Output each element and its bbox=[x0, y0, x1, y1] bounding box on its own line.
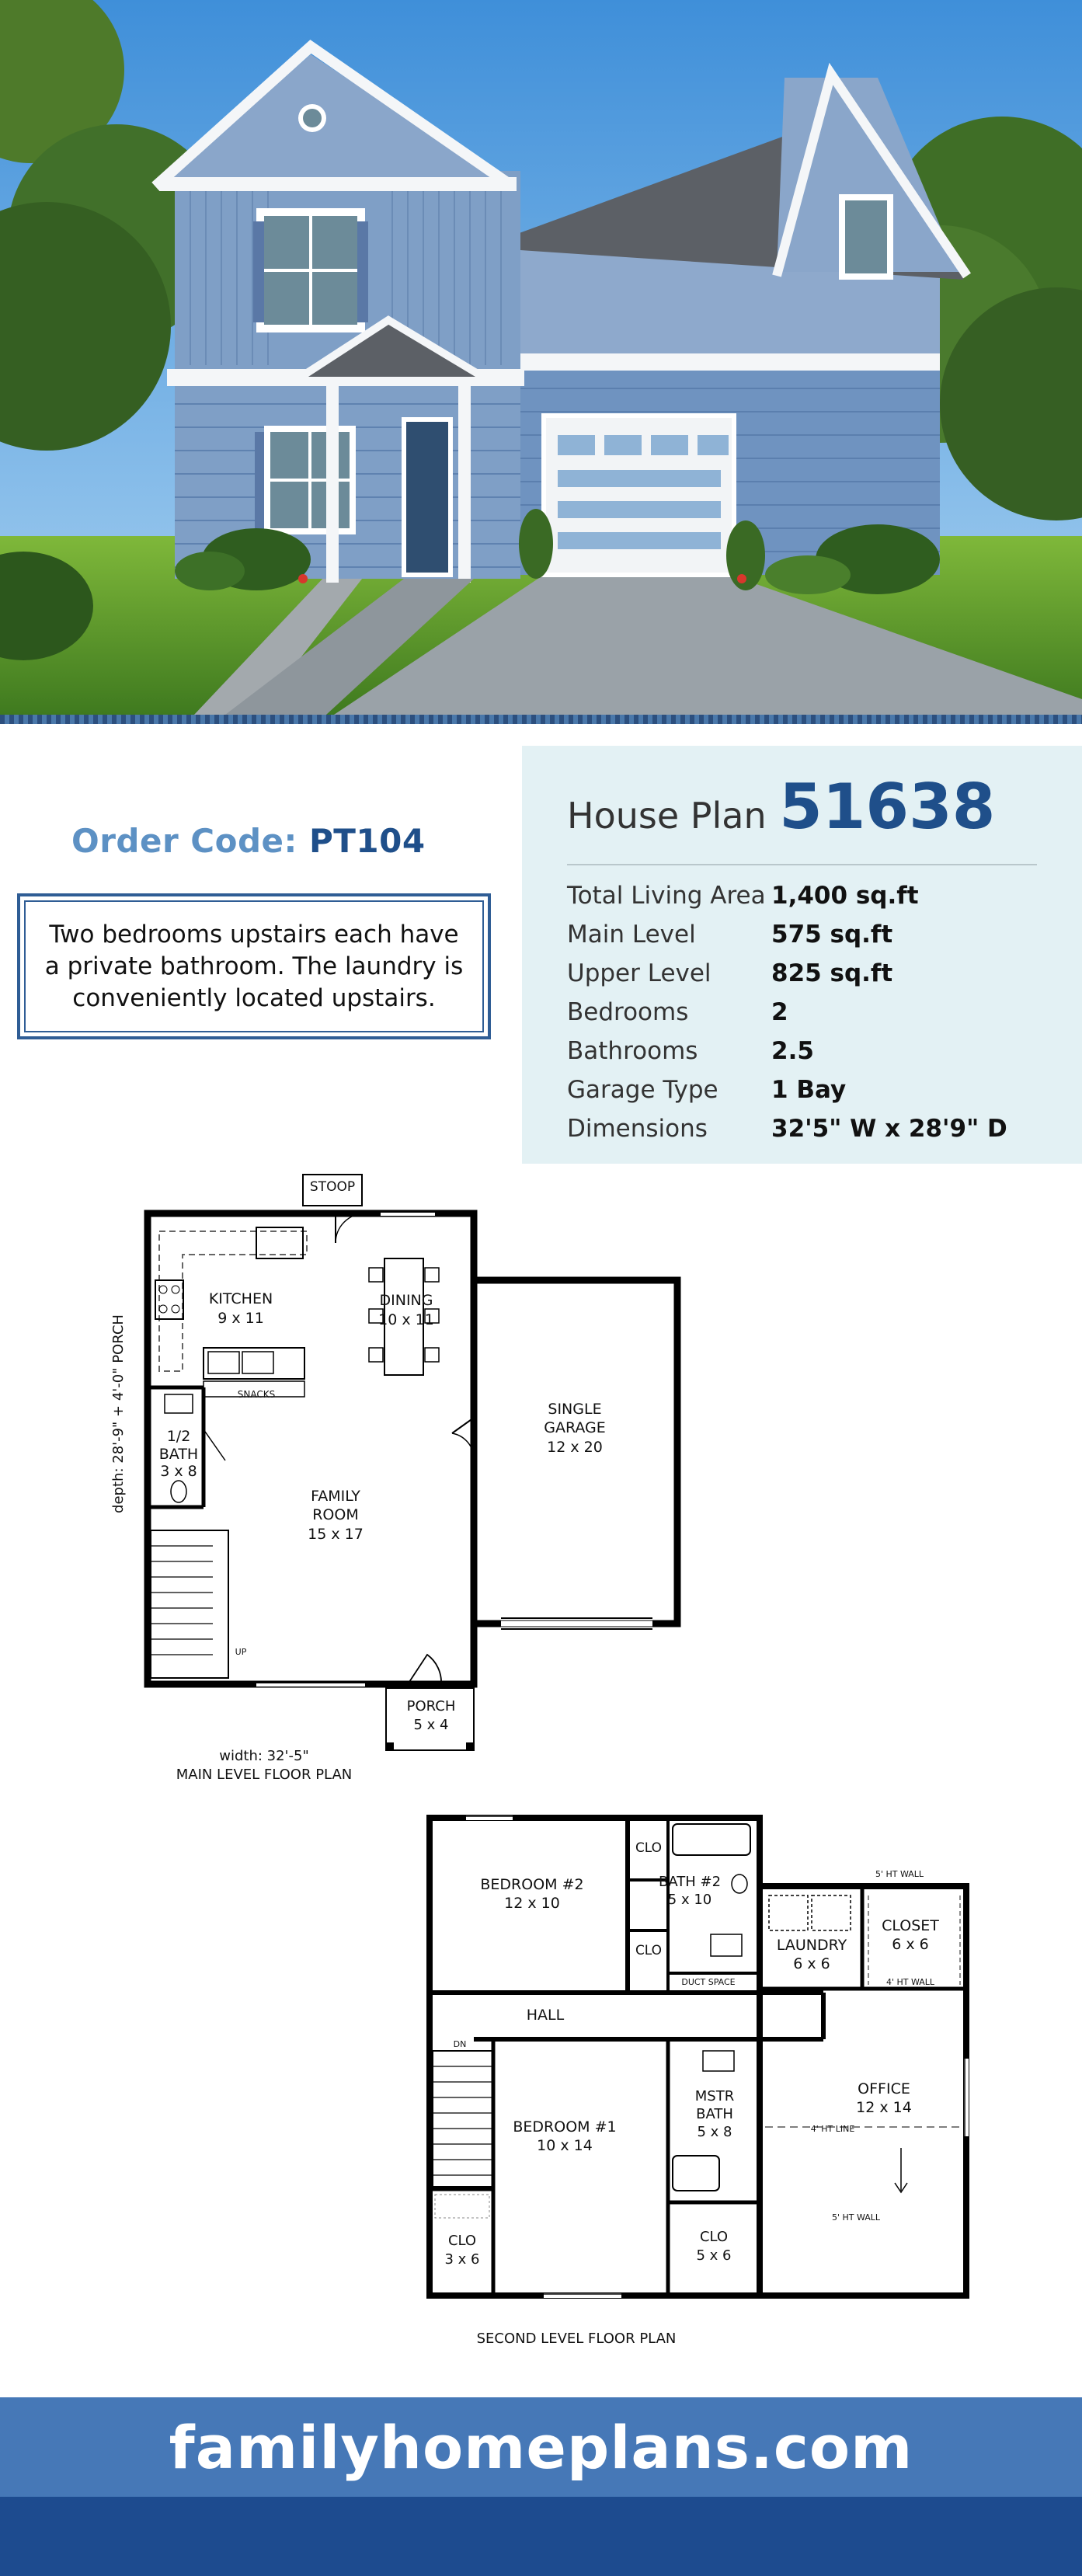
kitchen-size: 9 x 11 bbox=[217, 1310, 264, 1327]
spec-value: 2.5 bbox=[771, 1037, 814, 1065]
snacks-label: SNACKS bbox=[237, 1389, 276, 1400]
hall-closet-label: CLO bbox=[635, 1943, 663, 1958]
main-width-dimension: width: 32'-5" bbox=[219, 1748, 309, 1764]
spec-row-bedrooms bbox=[567, 993, 1049, 1032]
closet-size: 6 x 6 bbox=[892, 1936, 929, 1953]
footer-band bbox=[0, 2397, 1082, 2497]
description-inner-frame bbox=[24, 900, 484, 1032]
floor-plans-drawing bbox=[0, 1165, 1082, 2385]
main-depth-dimension: depth: 28'-9" + 4'-0" PORCH bbox=[110, 1314, 127, 1513]
bedroom1-size: 10 x 14 bbox=[537, 2137, 593, 2154]
family-room-size: 15 x 17 bbox=[308, 1526, 364, 1543]
bedroom2-size: 12 x 10 bbox=[504, 1895, 560, 1912]
spec-value: 825 sq.ft bbox=[771, 959, 893, 987]
half-bath-size: 3 x 8 bbox=[160, 1463, 197, 1480]
main-level-floor-plan bbox=[110, 1175, 677, 1783]
four-ft-wall-label: 4' HT WALL bbox=[885, 1977, 935, 1987]
garage-size: 12 x 20 bbox=[547, 1439, 603, 1456]
plan-title bbox=[567, 771, 995, 843]
family-room-label-2: ROOM bbox=[312, 1506, 359, 1523]
spec-label: Dimensions bbox=[567, 1115, 708, 1143]
spec-value: 32'5" W x 28'9" D bbox=[771, 1115, 1007, 1143]
four-ft-line-label: 4' HT LINE bbox=[810, 2124, 855, 2134]
office-size: 12 x 14 bbox=[856, 2099, 912, 2116]
house-rendering-illustration bbox=[0, 0, 1082, 715]
footer-bar bbox=[0, 2497, 1082, 2576]
bedroom2-closet-label: CLO bbox=[635, 1840, 663, 1856]
plan-number: 51638 bbox=[779, 771, 996, 843]
master-bath-label-1: MSTR bbox=[694, 2088, 735, 2104]
main-stoop-label: STOOP bbox=[309, 1179, 356, 1195]
porch-label: PORCH bbox=[406, 1698, 456, 1714]
spec-label: Total Living Area bbox=[567, 882, 766, 910]
closet-label: CLOSET bbox=[882, 1917, 939, 1934]
floor-plans bbox=[0, 1165, 1082, 2385]
spec-label: Bedrooms bbox=[567, 998, 689, 1026]
laundry-size: 6 x 6 bbox=[793, 1955, 830, 1972]
order-code-label: Order Code: bbox=[71, 822, 297, 860]
bedroom2-label: BEDROOM #2 bbox=[480, 1876, 584, 1893]
spec-value: 1 Bay bbox=[771, 1076, 847, 1104]
master-bath-size: 5 x 8 bbox=[697, 2124, 732, 2140]
hall-label: HALL bbox=[526, 2007, 565, 2024]
stairs-up-label: UP bbox=[235, 1647, 247, 1657]
spec-label: Bathrooms bbox=[567, 1037, 698, 1065]
porch-size: 5 x 4 bbox=[413, 1717, 449, 1733]
right-closet-size: 5 x 6 bbox=[696, 2247, 732, 2264]
second-level-title: SECOND LEVEL FLOOR PLAN bbox=[476, 2331, 677, 2347]
spec-label: Main Level bbox=[567, 921, 696, 949]
half-bath-label: BATH bbox=[158, 1446, 199, 1463]
garage-label-1: SINGLE bbox=[548, 1401, 602, 1418]
half-bath-fraction: 1/2 bbox=[166, 1428, 191, 1445]
stairs-down-label: DN bbox=[453, 2039, 467, 2049]
bedroom1-label: BEDROOM #1 bbox=[513, 2118, 617, 2136]
right-closet-label: CLO bbox=[699, 2229, 729, 2245]
bath2-size: 5 x 10 bbox=[667, 1892, 712, 1908]
order-code-value: PT104 bbox=[308, 822, 426, 860]
left-closet-size: 3 x 6 bbox=[444, 2251, 480, 2268]
dining-label: DINING bbox=[379, 1292, 433, 1309]
left-closet-label: CLO bbox=[447, 2233, 477, 2249]
spec-label: Upper Level bbox=[567, 959, 711, 987]
spec-label: Garage Type bbox=[567, 1076, 718, 1104]
spec-value: 2 bbox=[771, 998, 788, 1026]
spec-row-dimensions bbox=[567, 1109, 1049, 1148]
spec-value: 1,400 sq.ft bbox=[771, 882, 919, 910]
master-bath-label-2: BATH bbox=[696, 2106, 733, 2122]
description-box bbox=[17, 893, 491, 1039]
spec-list bbox=[567, 876, 1049, 1148]
spec-row-main-level bbox=[567, 915, 1049, 954]
second-level-floor-plan bbox=[430, 1816, 966, 2347]
spec-row-total-living-area bbox=[567, 876, 1049, 915]
order-code bbox=[71, 822, 426, 860]
duct-space-label: DUCT SPACE bbox=[681, 1977, 736, 1987]
plan-spec-panel bbox=[522, 746, 1082, 1164]
plan-description: Two bedrooms upstairs each have a private bathroom. The laundry is conveniently located upstairs. bbox=[44, 920, 464, 1012]
dining-size: 10 x 11 bbox=[378, 1311, 434, 1328]
plan-title-label: House Plan bbox=[567, 795, 767, 837]
garage-label-2: GARAGE bbox=[544, 1419, 606, 1436]
house-rendering bbox=[0, 0, 1082, 715]
office-label: OFFICE bbox=[858, 2080, 910, 2097]
bath2-label: BATH #2 bbox=[658, 1874, 722, 1890]
site-name: familyhomeplans.com bbox=[169, 2412, 913, 2482]
spec-row-upper-level bbox=[567, 954, 1049, 993]
laundry-label: LAUNDRY bbox=[776, 1937, 847, 1954]
spec-value: 575 sq.ft bbox=[771, 921, 893, 949]
family-room-label-1: FAMILY bbox=[311, 1488, 360, 1505]
five-ft-wall-bottom-label: 5' HT WALL bbox=[831, 2212, 881, 2223]
five-ft-wall-top-label: 5' HT WALL bbox=[875, 1869, 924, 1879]
hero-divider-stripe bbox=[0, 715, 1082, 724]
spec-row-bathrooms bbox=[567, 1032, 1049, 1070]
kitchen-label: KITCHEN bbox=[208, 1290, 273, 1307]
spec-row-garage-type bbox=[567, 1070, 1049, 1109]
spec-divider bbox=[567, 864, 1037, 865]
main-level-title: MAIN LEVEL FLOOR PLAN bbox=[176, 1767, 353, 1783]
